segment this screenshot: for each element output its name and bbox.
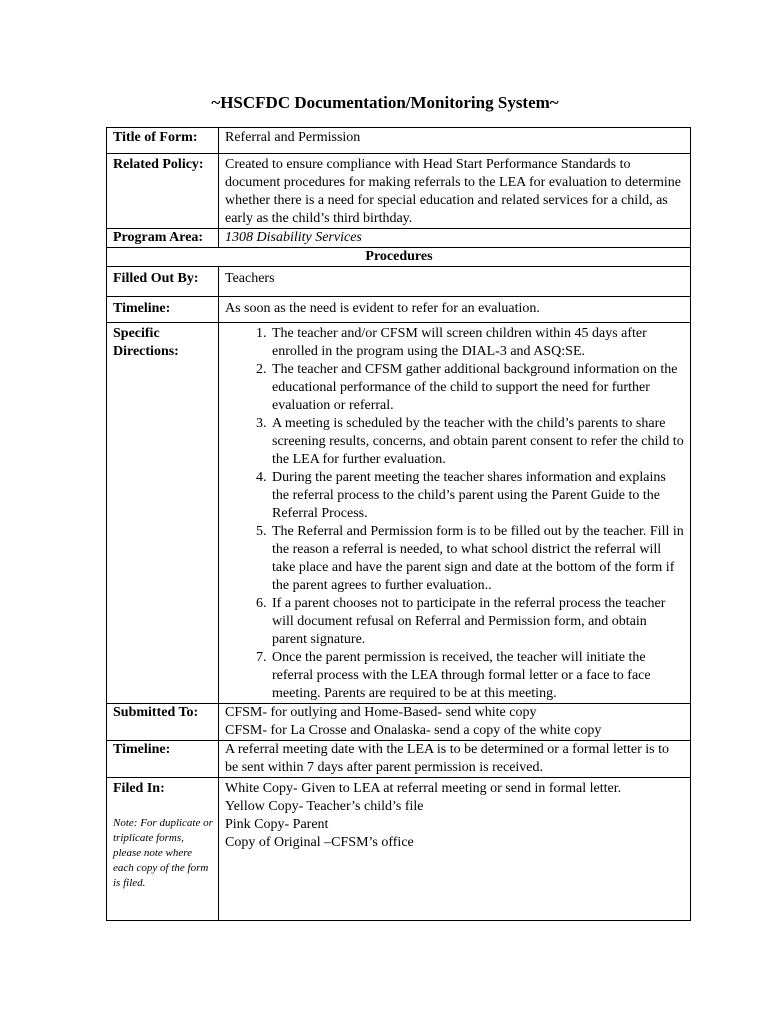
row-specific-directions bbox=[107, 323, 691, 704]
filed-in-note: Note: For duplicate or triplicate forms, please note where each copy of the form is filed. bbox=[113, 817, 213, 889]
submitted-to-line: CFSM- for outlying and Home-Based- send white copy bbox=[225, 705, 537, 720]
submitted-to-label: Submitted To: bbox=[107, 704, 219, 741]
program-area-value: 1308 Disability Services bbox=[219, 229, 691, 248]
document-title: ~HSCFDC Documentation/Monitoring System~ bbox=[211, 93, 559, 112]
row-title-of-form bbox=[107, 128, 691, 154]
filed-in-value bbox=[219, 778, 691, 921]
row-filed-in bbox=[107, 778, 691, 921]
submitted-to-value bbox=[219, 704, 691, 741]
row-timeline-2 bbox=[107, 741, 691, 778]
row-timeline bbox=[107, 297, 691, 323]
filed-in-line: Pink Copy- Parent bbox=[225, 817, 329, 832]
row-submitted-to bbox=[107, 704, 691, 741]
timeline-label: Timeline: bbox=[107, 297, 219, 323]
timeline-2-value: A referral meeting date with the LEA is to be determined or a formal letter is to be sent within 7 days after parent permission is received. bbox=[219, 741, 691, 778]
title-of-form-label: Title of Form: bbox=[107, 128, 219, 154]
filed-in-label: Filed In: bbox=[113, 781, 165, 796]
row-procedures bbox=[107, 248, 691, 267]
program-area-label: Program Area: bbox=[107, 229, 219, 248]
form-table bbox=[106, 127, 691, 921]
specific-directions-value bbox=[219, 323, 691, 704]
directions-list bbox=[225, 325, 685, 703]
direction-step: 2. The teacher and CFSM gather additional background information on the educational performance of the child to support the need for further evaluation or referral. bbox=[270, 361, 685, 415]
direction-step: 3. A meeting is scheduled by the teacher with the child’s parents to share screening results, concerns, and obtain parent consent to refer the child to the LEA for further evaluation. bbox=[270, 415, 685, 469]
row-related-policy bbox=[107, 154, 691, 229]
filed-in-line: Copy of Original –CFSM’s office bbox=[225, 835, 414, 850]
specific-directions-label-line2: Directions: bbox=[113, 344, 179, 359]
submitted-to-line: CFSM- for La Crosse and Onalaska- send a copy of the white copy bbox=[225, 723, 602, 738]
filed-in-line: Yellow Copy- Teacher’s child’s file bbox=[225, 799, 424, 814]
direction-step: 4. During the parent meeting the teacher shares information and explains the referral process to the child’s parent using the Parent Guide to the Referral Process. bbox=[270, 469, 685, 523]
direction-step: 5. The Referral and Permission form is to be filled out by the teacher. Fill in the reason a referral is needed, to what school district the referral will take place and have the parent sign and date at the bottom of the form if the parent agrees to further evaluation.. bbox=[270, 523, 685, 595]
timeline-2-label: Timeline: bbox=[107, 741, 219, 778]
direction-step: 1. The teacher and/or CFSM will screen children within 45 days after enrolled in the program using the DIAL-3 and ASQ:SE. bbox=[270, 325, 685, 361]
direction-step: 6. If a parent chooses not to participate in the referral process the teacher will document refusal on Referral and Permission form, and obtain parent signature. bbox=[270, 595, 685, 649]
specific-directions-label-line1: Specific bbox=[113, 326, 160, 341]
direction-step: 7. Once the parent permission is received, the teacher will initiate the referral process with the LEA through formal letter or a face to face meeting. Parents are required to be at this meeting. bbox=[270, 649, 685, 703]
specific-directions-label bbox=[107, 323, 219, 704]
filled-out-by-label: Filled Out By: bbox=[107, 267, 219, 297]
title-of-form-value: Referral and Permission bbox=[219, 128, 691, 154]
timeline-value: As soon as the need is evident to refer for an evaluation. bbox=[219, 297, 691, 323]
row-program-area bbox=[107, 229, 691, 248]
related-policy-value: Created to ensure compliance with Head Start Performance Standards to document procedures for making referrals to the LEA for evaluation to determine whether there is a need for special education and related services for a child, as early as the child’s third birthday. bbox=[219, 154, 691, 229]
filed-in-line: White Copy- Given to LEA at referral meeting or send in formal letter. bbox=[225, 781, 622, 796]
filed-in-label-cell bbox=[107, 778, 219, 921]
procedures-heading: Procedures bbox=[107, 248, 691, 267]
related-policy-label: Related Policy: bbox=[107, 154, 219, 229]
filled-out-by-value: Teachers bbox=[219, 267, 691, 297]
row-filled-out-by bbox=[107, 267, 691, 297]
